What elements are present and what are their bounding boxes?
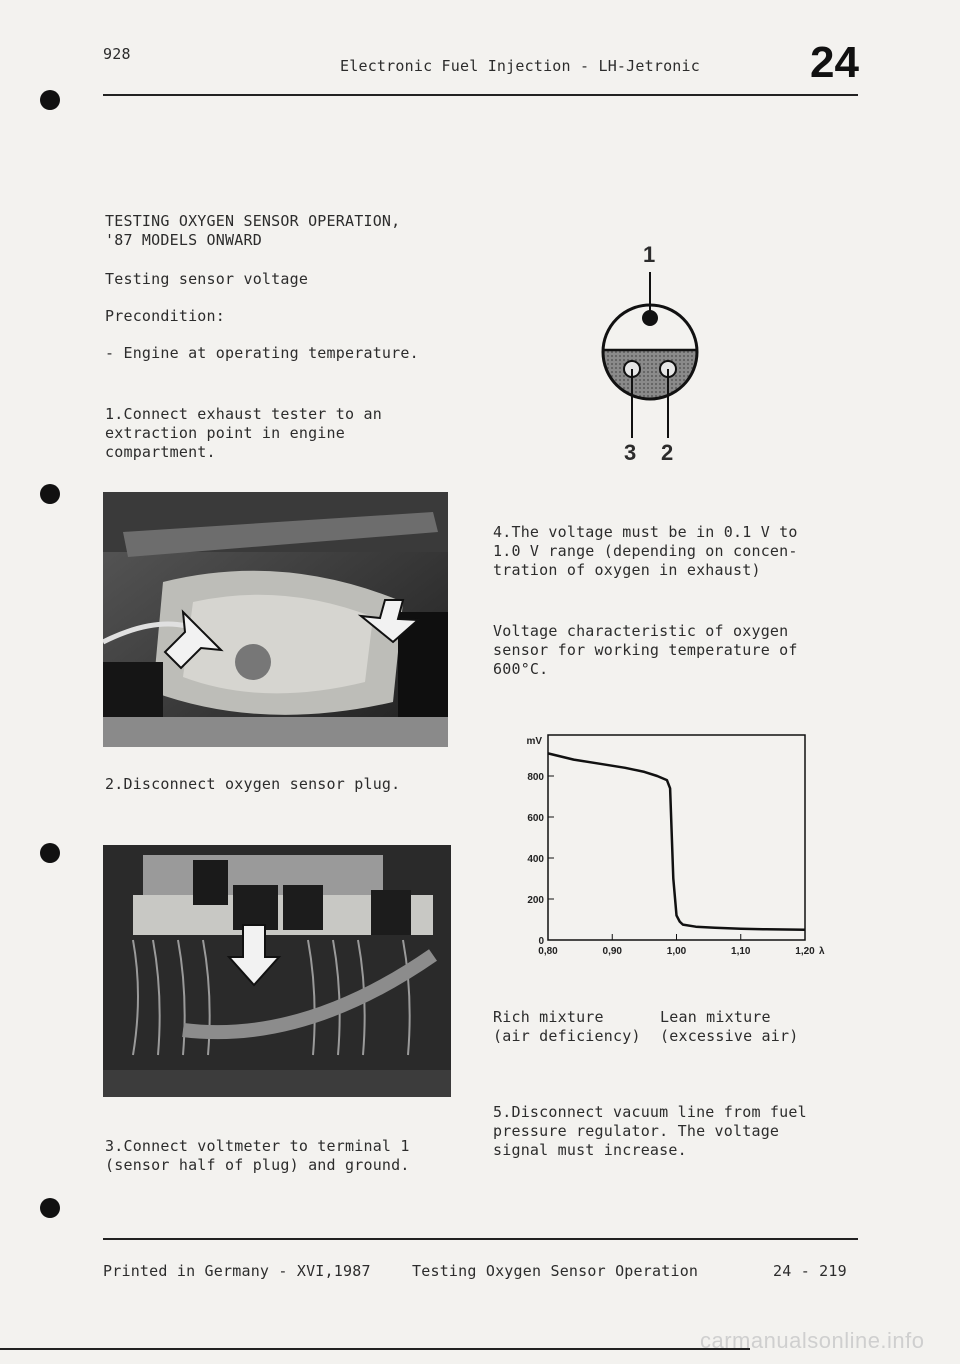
x-tick-label: 0,90 [602,946,622,957]
voltage-curve [548,753,805,929]
pin-2-label: 2 [661,440,674,465]
pin-1-label: 1 [643,242,656,267]
binder-hole [40,1198,60,1218]
footer-page-number: 24 - 219 [773,1262,847,1280]
step-2: 2.Disconnect oxygen sensor plug. [105,775,401,793]
x-tick-label: 0,80 [538,946,558,957]
bottom-rule [0,1348,750,1350]
x-tick-label: 1,00 [666,946,687,957]
heading-line: '87 MODELS ONWARD [105,231,262,249]
step-3: 3.Connect voltmeter to terminal 1 (sensor half of plug) and ground. [105,1137,410,1174]
precondition-label: Precondition: [105,307,225,325]
engine-compartment-photo [103,492,448,747]
x-tick-label: 1,20 [795,946,815,957]
precondition-item: - Engine at operating temperature. [105,344,419,362]
step-1: 1.Connect exhaust tester to an extraction point in engine compartment. [105,405,382,461]
footer-printed: Printed in Germany - XVI,1987 [103,1262,371,1280]
footer-rule [103,1238,858,1240]
y-tick-label: 600 [527,813,544,824]
x-axis-label: λ [819,946,825,957]
page-header-title: Electronic Fuel Injection - LH-Jetronic [340,57,700,75]
x-tick-label: 1,10 [731,946,751,957]
step-4: 4.The voltage must be in 0.1 V to 1.0 V range (depending on concen- tration of oxygen in exhaust) [493,523,798,579]
y-axis-label: mV [526,736,542,747]
footer-topic: Testing Oxygen Sensor Operation [412,1262,699,1280]
y-tick-label: 200 [527,895,544,906]
y-tick-label: 400 [527,854,544,865]
plug-pin-diagram [590,242,710,482]
section-heading [105,212,400,250]
watermark: carmanualsonline.info [700,1328,925,1353]
voltage-characteristic-chart [500,725,845,975]
step-5: 5.Disconnect vacuum line from fuel pressure regulator. The voltage signal must increase. [493,1103,807,1159]
model-number: 928 [103,45,131,63]
rich-mixture-label: Rich mixture (air deficiency) [493,1008,641,1045]
sensor-plug-photo [103,845,451,1097]
pin-3-label: 3 [624,440,637,465]
voltage-characteristic-text: Voltage characteristic of oxygen sensor for working temperature of 600°C. [493,622,798,678]
binder-hole [40,484,60,504]
chart-svg [500,725,845,975]
subheading: Testing sensor voltage [105,270,309,288]
header-rule [103,94,858,96]
heading-line: TESTING OXYGEN SENSOR OPERATION, [105,212,401,230]
y-tick-label: 800 [527,772,544,783]
y-tick-label: 0 [538,936,544,947]
section-number: 24 [810,38,859,87]
lean-mixture-label: Lean mixture (excessive air) [660,1008,799,1045]
binder-hole [40,90,60,110]
binder-hole [40,843,60,863]
